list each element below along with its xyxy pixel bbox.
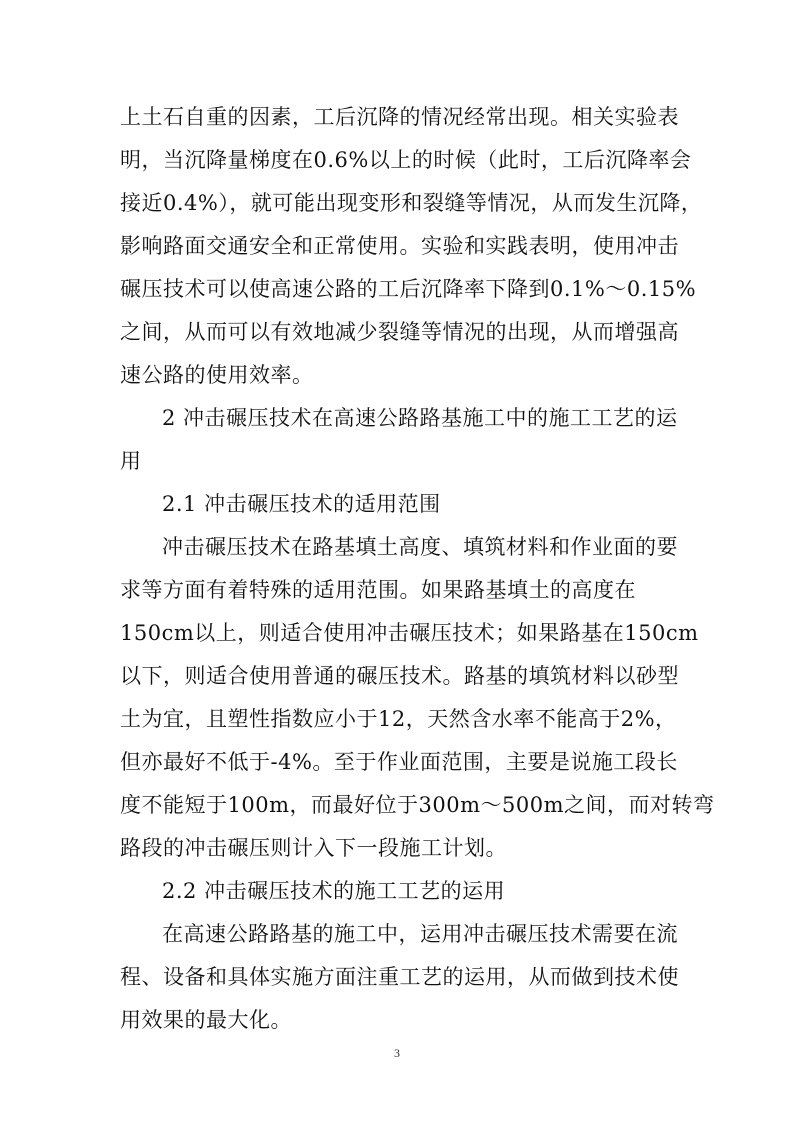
paragraph-line: 明，当沉降量梯度在0.6%以上的时候（此时，工后沉降率会: [120, 148, 692, 172]
paragraph-line: 冲击碾压技术在路基填土高度、填筑材料和作业面的要: [162, 535, 678, 559]
paragraph-line: 用效果的最大化。: [120, 1008, 292, 1032]
paragraph-line: 求等方面有着特殊的适用范围。如果路基填土的高度在: [120, 578, 636, 602]
paragraph-line: 接近0.4%），就可能出现变形和裂缝等情况，从而发生沉降，: [120, 191, 703, 215]
paragraph-line: 上土石自重的因素，工后沉降的情况经常出现。相关实验表: [120, 105, 679, 129]
section-heading-2-cont: 用: [120, 449, 142, 473]
paragraph-line: 路段的冲击碾压则计入下一段施工计划。: [120, 836, 507, 860]
section-heading-2: 2 冲击碾压技术在高速公路路基施工中的施工工艺的运: [162, 406, 678, 430]
paragraph-line: 影响路面交通安全和正常使用。实验和实践表明，使用冲击: [120, 234, 679, 258]
paragraph-line: 速公路的使用效率。: [120, 363, 314, 387]
paragraph-line: 以下，则适合使用普通的碾压技术。路基的填筑材料以砂型: [120, 664, 679, 688]
paragraph-line: 在高速公路路基的施工中，运用冲击碾压技术需要在流: [162, 922, 678, 946]
paragraph-line: 之间，从而可以有效地减少裂缝等情况的出现，从而增强高: [120, 320, 679, 344]
subsection-heading-2-2: 2.2 冲击碾压技术的施工工艺的运用: [162, 879, 506, 903]
paragraph-line: 150cm以上，则适合使用冲击碾压技术；如果路基在150cm: [120, 621, 699, 645]
subsection-heading-2-1: 2.1 冲击碾压技术的适用范围: [162, 492, 441, 516]
paragraph-line: 碾压技术可以使高速公路的工后沉降率下降到0.1%～0.15%: [120, 277, 697, 301]
paragraph-line: 但亦最好不低于-4%。至于作业面范围，主要是说施工段长: [120, 750, 678, 774]
paragraph-line: 程、设备和具体实施方面注重工艺的运用，从而做到技术使: [120, 965, 679, 989]
paragraph-line: 度不能短于100m，而最好位于300m～500m之间，而对转弯: [120, 793, 715, 817]
paragraph-line: 土为宜，且塑性指数应小于12，天然含水率不能高于2%，: [120, 707, 677, 731]
page-number: 3: [394, 1046, 400, 1060]
